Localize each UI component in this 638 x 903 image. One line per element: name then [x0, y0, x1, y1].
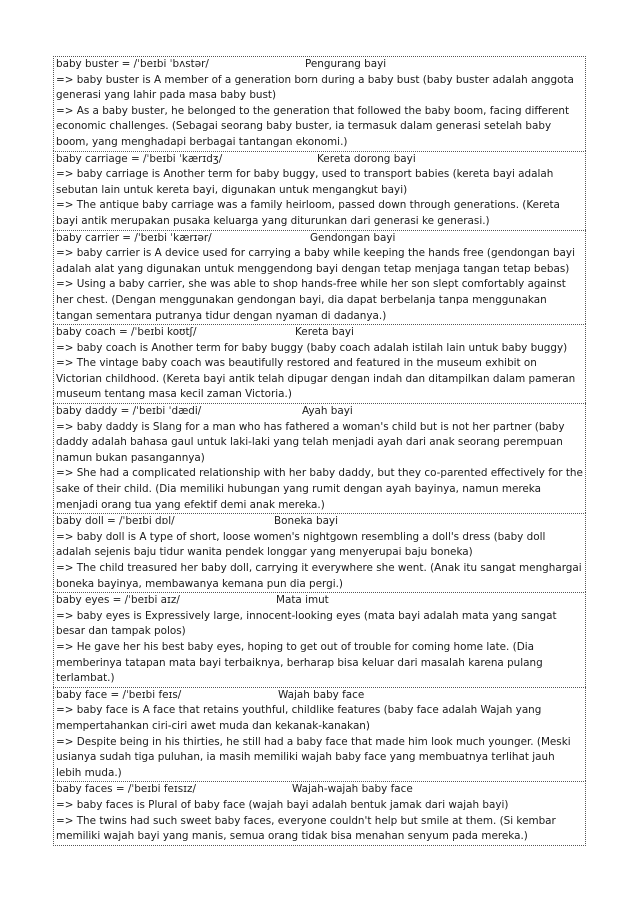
headword: baby coach = /ˈbeɪbi koʊtʃ/ [56, 326, 197, 339]
vocabulary-list [53, 56, 586, 846]
definition: => baby doll is A type of short, loose women's nightgown resembling a doll's dress (baby doll adalah sejenis baju tidur wanita pendek longgar yang menyerupai baju boneka) [56, 530, 546, 559]
headword: baby carriage = /ˈbeɪbi ˈkærɪdʒ/ [56, 152, 223, 165]
translation: Ayah bayi [302, 405, 353, 418]
example-sentence: => He gave her his best baby eyes, hoping to get out of trouble for coming home late. (Dia memberinya tatapan mata bayi terbaiknya, berharap bisa keluar dari masalah karena pulang terlambat.) [56, 640, 543, 685]
translation: Wajah-wajah baby face [292, 783, 413, 796]
headword: baby doll = /ˈbeɪbi dɒl/ [56, 515, 175, 528]
translation: Kereta bayi [295, 326, 354, 339]
entry-header [56, 593, 583, 609]
vocab-entry [53, 403, 586, 513]
translation: Kereta dorong bayi [317, 152, 416, 165]
example-sentence: => The child treasured her baby doll, carrying it everywhere she went. (Anak itu sangat menghargai boneka bayinya, membawanya kemana pun dia pergi.) [56, 562, 582, 590]
entry-header [56, 231, 583, 247]
example-sentence: => As a baby buster, he belonged to the generation that followed the baby boom, facing different economic challenges. (Sebagai seorang baby buster, ia termasuk dalam generasi setelah baby boom, yang menghadapi berbagai tantangan ekonomi.) [56, 104, 570, 148]
example-sentence: => Despite being in his thirties, he still had a baby face that made him look much younger. (Meski usianya sudah tiga puluhan, ia masih memiliki wajah baby face yang membuatnya terlihat jauh lebih muda.) [56, 735, 571, 779]
headword: baby eyes = /ˈbeɪbi aɪz/ [56, 594, 180, 607]
translation: Mata imut [276, 594, 329, 607]
translation: Gendongan bayi [310, 231, 396, 244]
entry-header [56, 782, 583, 798]
headword: baby buster = /ˈbeɪbi ˈbʌstər/ [56, 58, 209, 70]
translation: Boneka bayi [274, 515, 338, 528]
example-sentence: => The antique baby carriage was a family heirloom, passed down through generations. (Kereta bayi antik merupakan pusaka keluarga yang diturunkan dari generasi ke generasi.) [56, 199, 560, 227]
headword: baby face = /ˈbeɪbi feɪs/ [56, 688, 182, 701]
example-sentence: => The twins had such sweet baby faces, everyone couldn't help but smile at them. (Si kembar memiliki wajah bayi yang manis, semua orang tidak bisa menahan senyum pada mereka.) [56, 814, 556, 843]
entry-header [56, 688, 583, 704]
definition: => baby buster is A member of a generation born during a baby bust (baby buster adalah anggota generasi yang lahir pada masa baby bust) [56, 73, 574, 102]
vocab-entry [53, 151, 586, 230]
headword: baby carrier = /ˈbeɪbi ˈkærɪər/ [56, 231, 212, 244]
definition: => baby faces is Plural of baby face (wajah bayi adalah bentuk jamak dari wajah bayi) [56, 798, 509, 811]
entry-header [56, 57, 583, 73]
definition: => baby daddy is Slang for a man who has fathered a woman's child but is not her partner (baby daddy adalah bahasa gaul untuk laki-laki yang telah menjadi ayah dari anak seorang perempuan namun bukan pasangannya) [56, 420, 565, 464]
translation: Wajah baby face [278, 688, 365, 701]
vocab-entry [53, 592, 586, 687]
definition: => baby carriage is Another term for baby buggy, used to transport babies (kereta bayi adalah sebutan lain untuk kereta bayi, digunakan untuk mengangkut bayi) [56, 168, 554, 196]
vocab-entry [53, 56, 586, 151]
definition: => baby face is A face that retains youthful, childlike features (baby face adalah Wajah yang mempertahankan ciri-ciri awet muda dan kekanak-kanakan) [56, 704, 542, 732]
headword: baby faces = /ˈbeɪbi feɪsɪz/ [56, 783, 196, 796]
example-sentence: => Using a baby carrier, she was able to shop hands-free while her son slept comfortably against her chest. (Dengan menggunakan gendongan bayi, dia dapat berbelanja tanpa menggunakan tangan sementara putranya tidur dengan nyaman di dadanya.) [56, 278, 566, 322]
vocab-entry [53, 687, 586, 782]
vocab-entry [53, 230, 586, 325]
entry-header [56, 325, 583, 341]
example-sentence: => The vintage baby coach was beautifully restored and featured in the museum exhibit on Victorian childhood. (Kereta bayi antik telah dipugar dengan indah dan ditampilkan dalam pameran museum tentang masa kecil zaman Victoria.) [56, 357, 576, 401]
translation: Pengurang bayi [305, 58, 387, 70]
entry-header [56, 152, 583, 168]
entry-header [56, 514, 583, 530]
vocab-entry [53, 324, 586, 403]
vocab-entry [53, 781, 586, 845]
definition: => baby coach is Another term for baby buggy (baby coach adalah istilah lain untuk baby buggy) [56, 341, 568, 354]
definition: => baby carrier is A device used for carrying a baby while keeping the hands free (gendongan bayi adalah alat yang digunakan untuk menggendong bayi dengan tetap menjaga tangan tetap bebas) [56, 247, 575, 275]
entry-header [56, 404, 583, 420]
example-sentence: => She had a complicated relationship with her baby daddy, but they co-parented effectively for the sake of their child. (Dia memiliki hubungan yang rumit dengan ayah bayinya, namun mereka menjadi orang tua yang efektif demi anak mereka.) [56, 467, 583, 511]
headword: baby daddy = /ˈbeɪbi ˈdædi/ [56, 405, 202, 418]
vocab-entry [53, 513, 586, 592]
definition: => baby eyes is Expressively large, innocent-looking eyes (mata bayi adalah mata yang sangat besar dan tampak polos) [56, 609, 557, 638]
